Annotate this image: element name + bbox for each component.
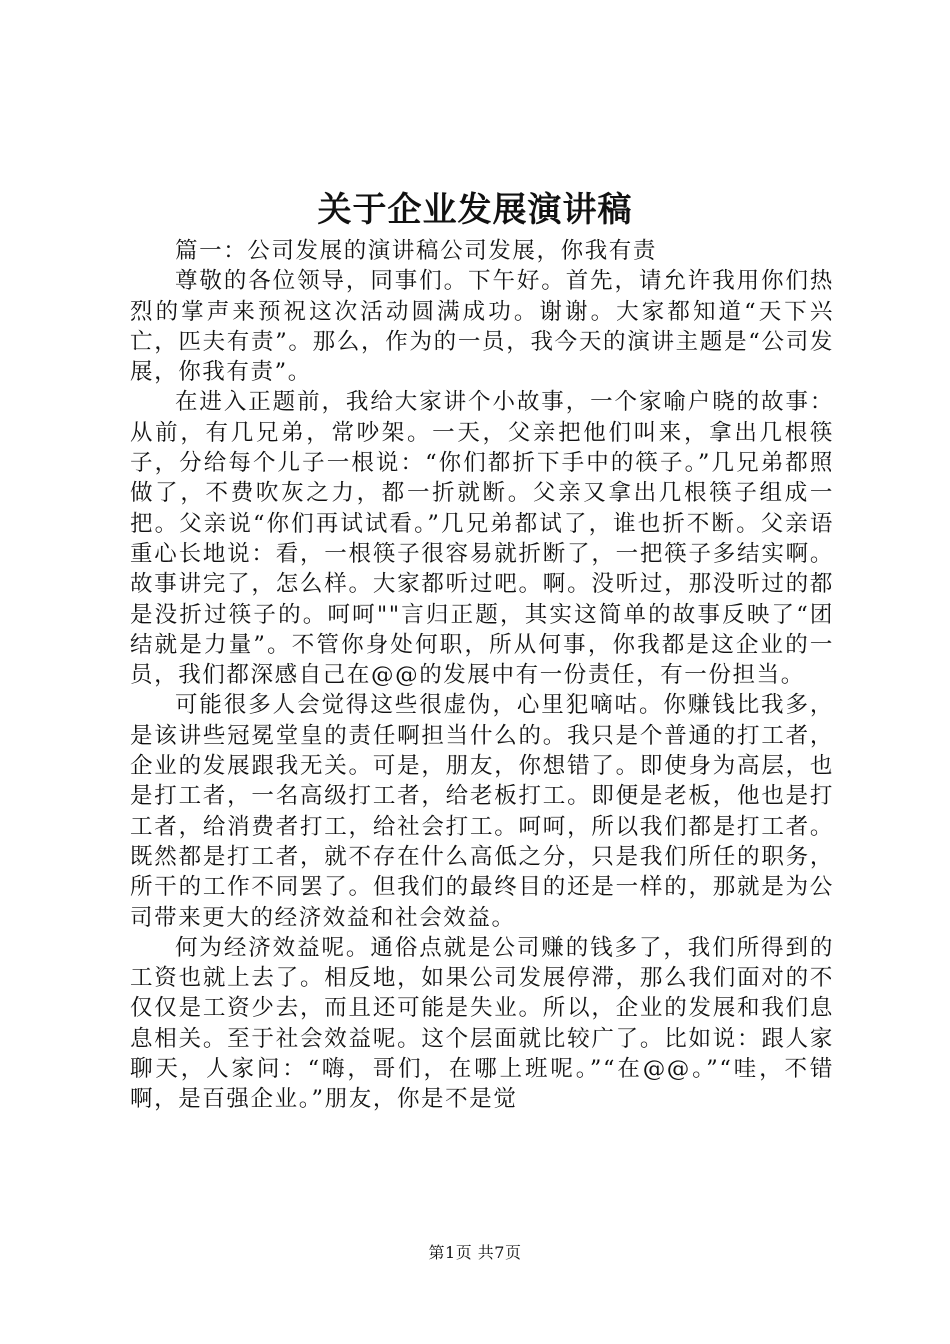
paragraph: 在进入正题前，我给大家讲个小故事，一个家喻户晓的故事：从前，有几兄弟，常吵架。一天，父亲把他们叫来，拿出几根筷子，分给每个儿子一根说：“你们都折下手中的筷子。”几兄弟都照做了，不费吹灰之力，都一折就断。父亲又拿出几根筷子组成一把。父亲说“你们再试试看。”几兄弟都试了，谁也折不断。父亲语重心长地说：看，一根筷子很容易就折断了，一把筷子多结实啊。故事讲完了，怎么样。大家都听过吧。啊。没听过，那没听过的都是没折过筷子的。呵呵""言归正题，其实这简单的故事反映了“团结就是力量”。不管你身处何职，所从何事，你我都是这企业的一员，我们都深感自己在@@的发展中有一份责任，有一份担当。 <box>130 389 834 689</box>
paragraph: 尊敬的各位领导，同事们。下午好。首先，请允许我用你们热烈的掌声来预祝这次活动圆满成功。谢谢。大家都知道“天下兴亡，匹夫有责”。那么，作为的一员，我今天的演讲主题是“公司发展，你我有责”。 <box>130 268 834 386</box>
document-body <box>130 236 834 1115</box>
page-number-footer: 第1页 共7页 <box>428 1243 522 1262</box>
paragraph-heading: 篇一：公司发展的演讲稿公司发展，你我有责 <box>175 238 658 264</box>
paragraph: 可能很多人会觉得这些很虚伪，心里犯嘀咕。你赚钱比我多，是该讲些冠冕堂皇的责任啊担当什么的。我只是个普通的打工者，企业的发展跟我无关。可是，朋友，你想错了。即使身为高层，也是打工者，一名高级打工者，给老板打工。即便是老板，他也是打工者，给消费者打工，给社会打工。呵呵，所以我们都是打工者。既然都是打工者，就不存在什么高低之分，只是我们所任的职务，所干的工作不同罢了。但我们的最终目的还是一样的，那就是为公司带来更大的经济效益和社会效益。 <box>130 692 834 931</box>
paragraph: 何为经济效益呢。通俗点就是公司赚的钱多了，我们所得到的工资也就上去了。相反地，如果公司发展停滞，那么我们面对的不仅仅是工资少去，而且还可能是失业。所以，企业的发展和我们息息相关。至于社会效益呢。这个层面就比较广了。比如说：跟人家聊天，人家问：“嗨，哥们，在哪上班呢。”“在@@。”“哇，不错啊，是百强企业。”朋友，你是不是觉 <box>130 934 834 1113</box>
page-title: 关于企业发展演讲稿 <box>317 190 633 230</box>
